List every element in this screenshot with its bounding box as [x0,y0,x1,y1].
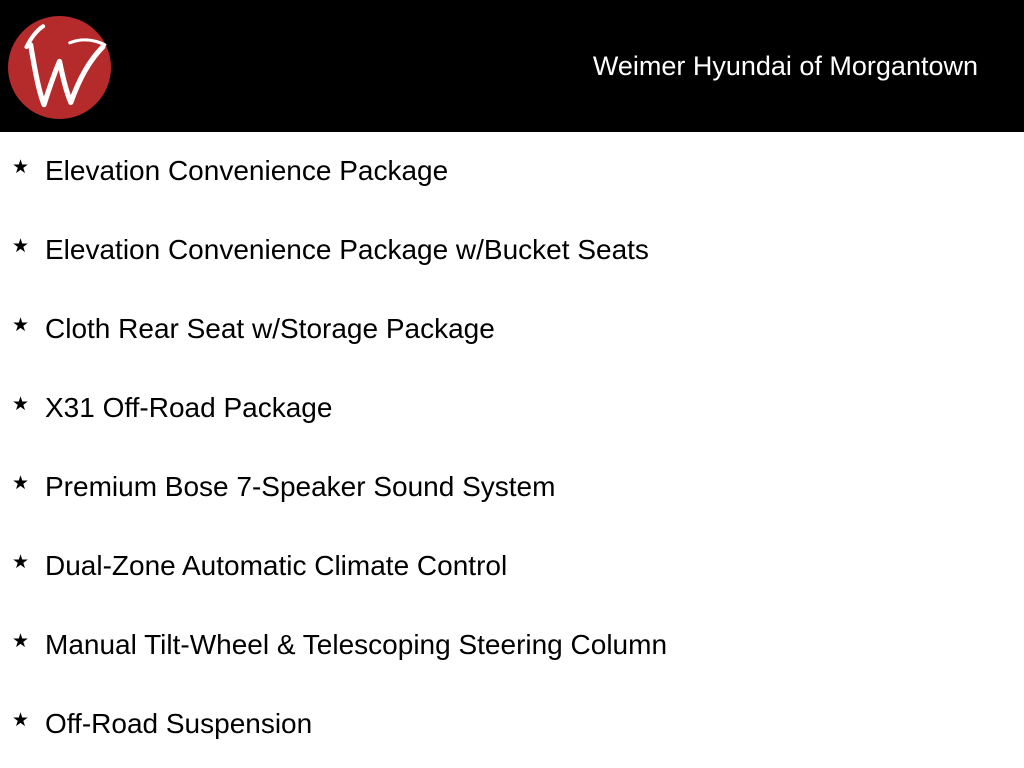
dealer-name: Weimer Hyundai of Morgantown [592,51,978,81]
feature-item [0,290,1024,369]
feature-item [0,685,1024,764]
feature-label: X31 Off-Road Package [45,392,333,423]
star-icon: ★ [12,236,30,257]
weimer-w-logo-icon [8,16,111,119]
feature-list [0,132,1024,764]
header-bar [0,0,1024,132]
star-icon: ★ [12,552,30,573]
star-icon: ★ [12,394,30,415]
star-icon: ★ [12,631,30,652]
feature-label: Premium Bose 7-Speaker Sound System [45,471,556,502]
feature-item [0,527,1024,606]
feature-item [0,448,1024,527]
feature-label: Cloth Rear Seat w/Storage Package [45,313,495,344]
feature-item [0,369,1024,448]
feature-label: Dual-Zone Automatic Climate Control [45,550,508,581]
star-icon: ★ [12,157,30,178]
feature-item [0,132,1024,211]
feature-label: Elevation Convenience Package w/Bucket Seats [45,234,649,265]
star-icon: ★ [12,710,30,731]
feature-item [0,606,1024,685]
feature-label: Manual Tilt-Wheel & Telescoping Steering Column [45,629,668,660]
feature-label: Off-Road Suspension [45,708,313,739]
star-icon: ★ [12,473,30,494]
feature-label: Elevation Convenience Package [45,155,449,186]
feature-item [0,211,1024,290]
star-icon: ★ [12,315,30,336]
